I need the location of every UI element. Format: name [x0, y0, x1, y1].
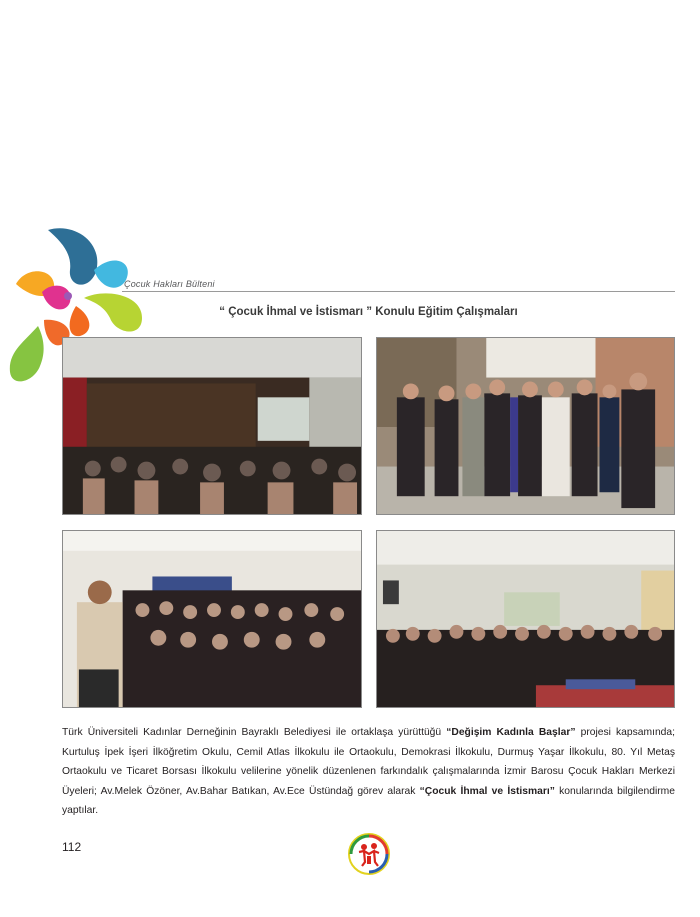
body-text-part: konularında bilgilendirme yaptılar.	[62, 785, 675, 816]
project-name: “Değişim Kadınla Başlar”	[446, 727, 576, 738]
page-number: 112	[62, 840, 82, 854]
flower-petal	[48, 228, 97, 284]
photo-group-in-classroom	[376, 530, 675, 708]
article-title: “ Çocuk İhmal ve İstismarı ” Konulu Eğitim Çalışmaları	[219, 306, 518, 318]
body-text-part: projesi kapsamında; Kurtuluş İpek İşeri İlköğretim Okulu, Cemil Atlas İlkokulu ile Ortaokulu, Demokrasi İlkokulu, Durmuş Yaşar İlkokulu, 80. Yıl Metaş Ortaokulu ve Ticaret Borsası İlkokulu velilerine yönelik düzenlenen farkındalık çalışmalarında İzmir Barosu Çocuk Hakları Merkezi Üyeleri; Av.Melek Özöner, Av.Bahar Batıkan, Av.Ece Üstündağ görev alarak	[62, 727, 675, 797]
body-text-part: Türk Üniversiteli Kadınlar Derneğinin Bayraklı Belediyesi ile ortaklaşa yürüttüğü	[62, 727, 447, 738]
flower-petal	[94, 261, 128, 288]
organization-logo	[347, 832, 391, 878]
topic-name: “Çocuk İhmal ve İstismarı”	[419, 785, 555, 797]
photo-speaker-with-audience	[62, 530, 362, 708]
flower-dot	[64, 292, 72, 300]
running-header: Çocuk Hakları Bülteni	[124, 279, 215, 289]
article-body	[62, 723, 675, 821]
photo-seminar-hall-projector	[62, 337, 362, 515]
photo-group-on-stairs	[376, 337, 675, 515]
header-rule	[122, 291, 675, 292]
flower-petal	[10, 326, 44, 381]
